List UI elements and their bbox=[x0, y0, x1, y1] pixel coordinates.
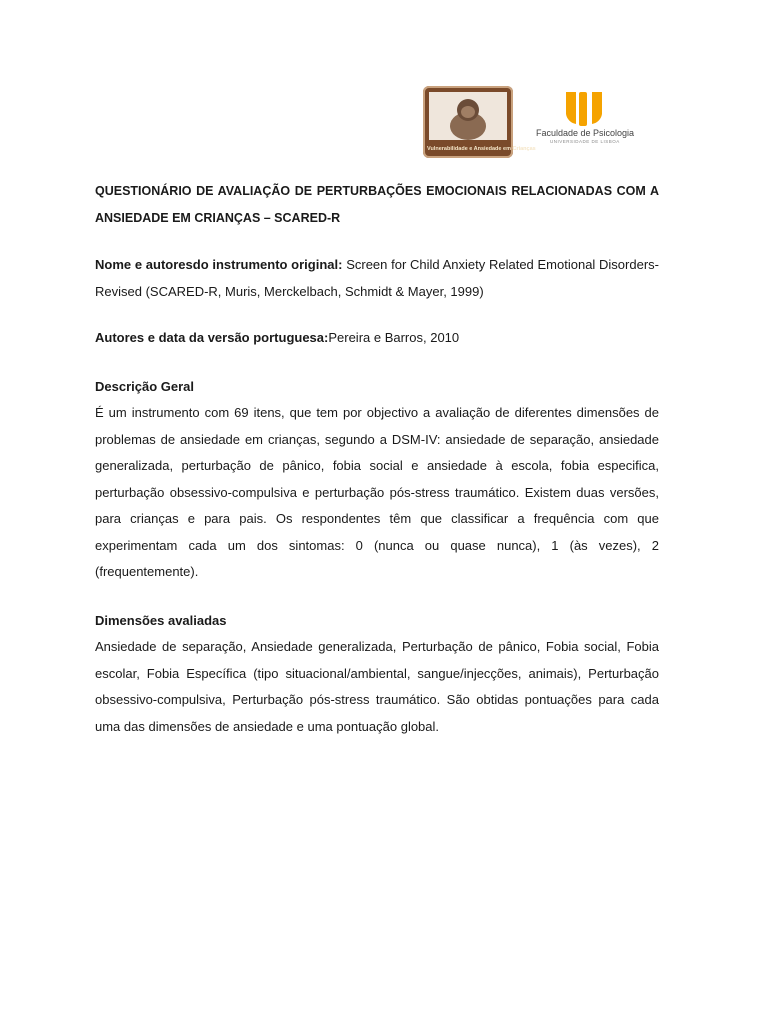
faculty-emblem-icon bbox=[536, 88, 640, 128]
original-instrument bbox=[95, 252, 659, 305]
general-description bbox=[95, 374, 659, 586]
assessed-dimensions bbox=[95, 608, 659, 740]
logo-caption: Vulnerabilidade e Ansiedade em Crianças bbox=[427, 146, 536, 152]
vulnerability-logo bbox=[423, 86, 536, 158]
faculty-name: Faculdade de Psicologia bbox=[536, 128, 635, 138]
faculty-logo bbox=[536, 88, 640, 152]
description-text: É um instrumento com 69 itens, que tem por objectivo a avaliação de diferentes dimensões de problemas de ansiedade em crianças, segundo a DSM-IV: ansiedade de separação, ansiedade generalizada, perturbação de pânico, fobia social e ansiedade à escola, fobia especifica, perturbação obsessivo-compulsiva e perturbação pós-stress traumático. Existem duas versões, para crianças e para pais. Os respondentes têm que classificar a frequência com que experimentam cada um dos sintomas: 0 (nunca ou quase nunca), 1 (às vezes), 2 (frequentemente). bbox=[95, 405, 659, 579]
portuguese-label: Autores e data da versão portuguesa: bbox=[95, 330, 329, 345]
portuguese-value: Pereira e Barros, 2010 bbox=[328, 330, 460, 345]
portuguese-version bbox=[95, 325, 659, 352]
original-label: Nome e autoresdo instrumento original: bbox=[95, 257, 343, 272]
dimensions-text: Ansiedade de separação, Ansiedade generalizada, Perturbação de pânico, Fobia social, Fobia escolar, Fobia Específica (tipo situacional/ambiental, sangue/injecções, animais), Perturbação obsessivo-compulsiva, Perturbação pós-stress traumático. São obtidas pontuações para cada uma das dimensões de ansiedade e uma pontuação global. bbox=[95, 639, 659, 734]
description-heading: Descrição Geral bbox=[95, 379, 195, 394]
logo-photo bbox=[429, 92, 507, 140]
document-title: QUESTIONÁRIO DE AVALIAÇÃO DE PERTURBAÇÕES EMOCIONAIS RELACIONADAS COM A ANSIEDADE EM CRIANÇAS – SCARED-R bbox=[95, 184, 659, 225]
dimensions-heading: Dimensões avaliadas bbox=[95, 613, 227, 628]
original-value: Screen for Child Anxiety Related Emotional Disorders-Revised (SCARED-R, Muris, Merckelbach, Schmidt & Mayer, 1999) bbox=[95, 257, 659, 299]
university-name: UNIVERSIDADE DE LISBOA bbox=[550, 139, 620, 144]
